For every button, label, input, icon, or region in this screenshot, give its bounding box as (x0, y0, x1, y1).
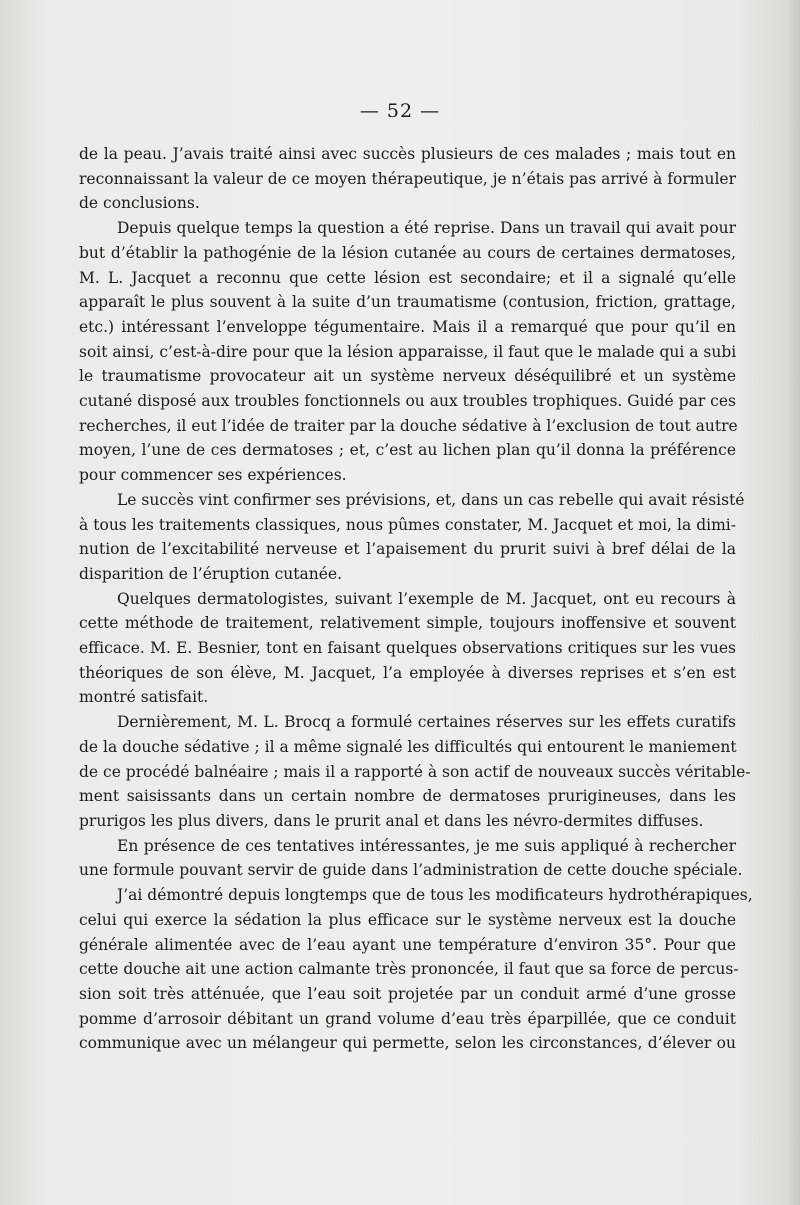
text-line: Le succès vint confirmer ses prévisions, et, dans un cas rebelle qui avait résisté (117, 490, 745, 509)
body-text (79, 142, 753, 1056)
text-line: but d’établir la pathogénie de la lésion cutanée au cours de certaines dermatoses, (79, 243, 736, 262)
text-line: M. L. Jacquet a reconnu que cette lésion est secondaire; et il a signalé qu’elle (79, 268, 736, 287)
text-line: le traumatisme provocateur ait un système nerveux déséquilibré et un système (79, 367, 736, 386)
text-line: théoriques de son élève, M. Jacquet, l’a employée à diverses reprises et s’en est (79, 663, 736, 682)
text-line: une formule pouvant servir de guide dans l’administration de cette douche spéciale. (79, 861, 743, 880)
text-line: apparaît le plus souvent à la suite d’un traumatisme (contusion, friction, grattage, (79, 293, 736, 312)
text-line: générale alimentée avec de l’eau ayant une température d’environ 35°. Pour que (79, 935, 736, 954)
text-line: ment saisissants dans un certain nombre de dermatoses prurigineuses, dans les (79, 787, 736, 806)
text-line: En présence de ces tentatives intéressantes, je me suis appliqué à rechercher (117, 836, 736, 855)
text-line: montré satisfait. (79, 688, 209, 707)
text-line: soit ainsi, c’est-à-dire pour que la lésion apparaisse, il faut que le malade qui a subi (79, 342, 737, 361)
text-line: pomme d’arrosoir débitant un grand volume d’eau très éparpillée, que ce conduit (79, 1009, 736, 1028)
text-line: etc.) intéressant l’enveloppe tégumentaire. Mais il a remarqué que pour qu’il en (79, 317, 736, 336)
text-line: cette méthode de traitement, relativement simple, toujours inoffensive et souvent (79, 614, 736, 633)
text-line: de ce procédé balnéaire ; mais il a rapporté à son actif de nouveaux succès véritable- (79, 762, 751, 781)
text-line: Quelques dermatologistes, suivant l’exemple de M. Jacquet, ont eu recours à (117, 589, 736, 608)
text-line: disparition de l’éruption cutanée. (79, 564, 343, 583)
text-line: cutané disposé aux troubles fonctionnels ou aux troubles trophiques. Guidé par ces (79, 392, 736, 411)
text-line: de la douche sédative ; il a même signalé les difficultés qui entourent le maniement (79, 737, 737, 756)
text-line: recherches, il eut l’idée de traiter par la douche sédative à l’exclusion de tout autre (79, 416, 738, 435)
text-line: à tous les traitements classiques, nous pûmes constater, M. Jacquet et moi, la dimi- (79, 515, 736, 534)
text-line: reconnaissant la valeur de ce moyen thérapeutique, je n’étais pas arrivé à formuler (79, 169, 736, 188)
text-line: de la peau. J’avais traité ainsi avec succès plusieurs de ces malades ; mais tout en (79, 145, 736, 163)
text-line: de conclusions. (79, 194, 200, 213)
page-edge-shadow (786, 0, 800, 1205)
text-line: pour commencer ses expériences. (79, 466, 347, 485)
text-line: prurigos les plus divers, dans le prurit anal et dans les névro-dermites diffuses. (79, 811, 704, 830)
text-line: celui qui exerce la sédation la plus efficace sur le système nerveux est la douche (79, 910, 736, 929)
text-line: moyen, l’une de ces dermatoses ; et, c’est au lichen plan qu’il donna la préférence (79, 441, 736, 460)
text-line: cette douche ait une action calmante très prononcée, il faut que sa force de percus- (79, 960, 739, 979)
text-line: Depuis quelque temps la question a été reprise. Dans un travail qui avait pour (117, 219, 736, 238)
text-line: nution de l’excitabilité nerveuse et l’apaisement du prurit suivi à bref délai de la (79, 540, 736, 559)
text-line: sion soit très atténuée, que l’eau soit projetée par un conduit armé d’une grosse (79, 984, 736, 1003)
page-number-header: — 52 — (359, 100, 441, 122)
text-line: efficace. M. E. Besnier, tont en faisant quelques observations critiques sur les vues (79, 639, 736, 658)
text-line: J’ai démontré depuis longtemps que de tous les modificateurs hydrothérapiques, (117, 886, 753, 905)
text-line: Dernièrement, M. L. Brocq a formulé certaines réserves sur les effets curatifs (117, 713, 736, 732)
text-line: communique avec un mélangeur qui permette, selon les circonstances, d’élever ou (79, 1034, 736, 1053)
